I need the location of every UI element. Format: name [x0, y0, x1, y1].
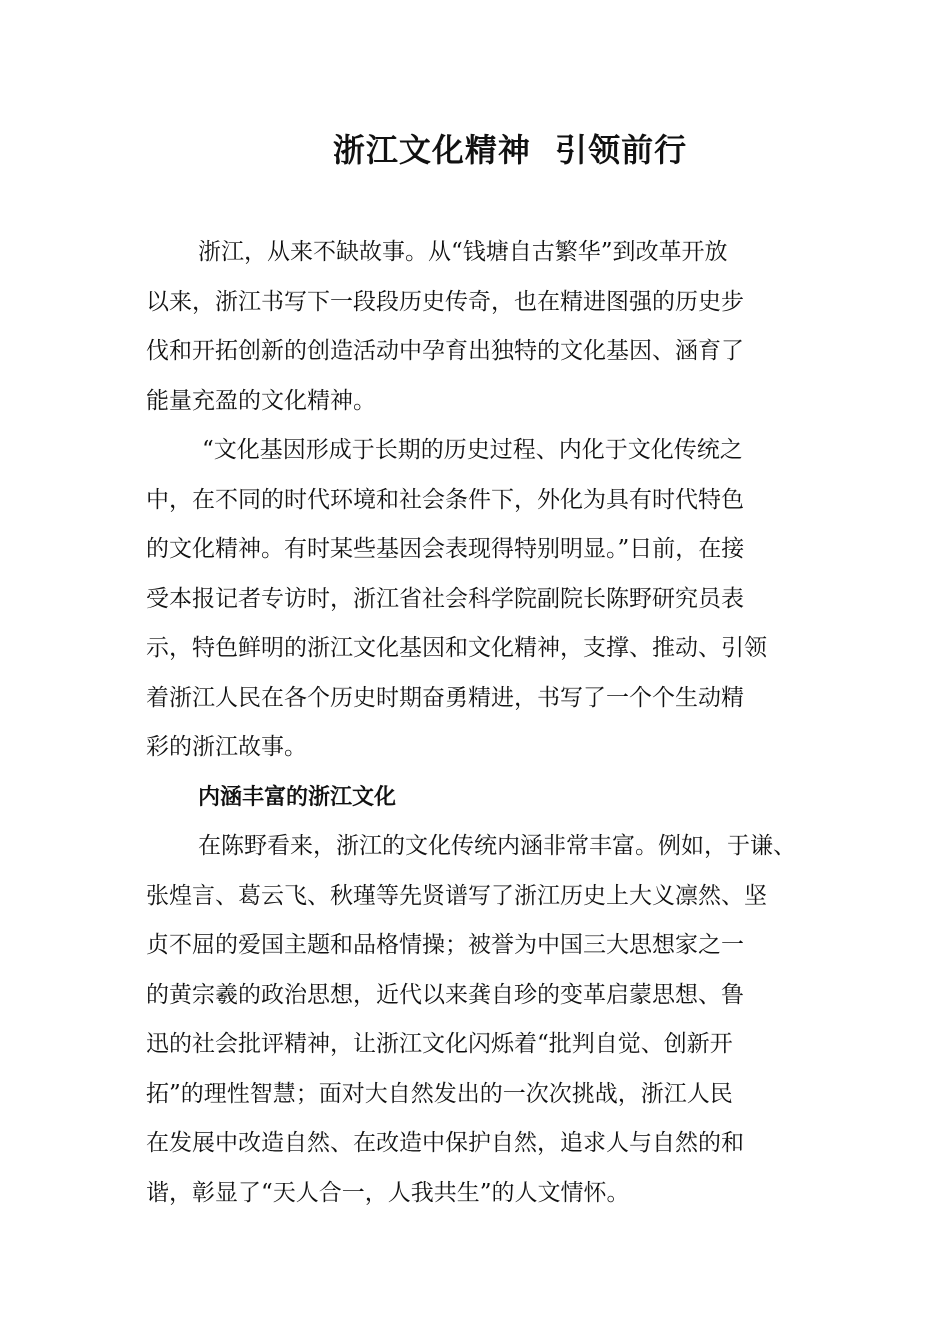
- paragraph-2-line-2: 中，在不同的时代环境和社会条件下，外化为具有时代特色: [146, 486, 744, 513]
- paragraph-2-line-1: “文化基因形成于长期的历史过程、内化于文化传统之: [202, 437, 743, 463]
- section-heading: 内涵丰富的浙江文化: [198, 784, 397, 810]
- paragraph-3-line-3: 贞不屈的爱国主题和品格情操；被誉为中国三大思想家之一: [146, 932, 744, 958]
- paragraph-1-line-1: 浙江，从来不缺故事。从“钱塘自古繁华”到改革开放: [198, 239, 728, 265]
- paragraph-2-line-3: 的文化精神。有时某些基因会表现得特别明显。”日前，在接: [146, 536, 745, 562]
- paragraph-1-line-4: 能量充盈的文化精神。: [146, 387, 376, 414]
- paragraph-3-line-8: 谐，彰显了“天人合一，人我共生”的人文情怀。: [146, 1179, 630, 1206]
- paragraph-3-line-4: 的黄宗羲的政治思想，近代以来龚自珍的变革启蒙思想、鲁: [146, 981, 744, 1008]
- paragraph-3-line-1: 在陈野看来，浙江的文化传统内涵非常丰富。例如，于谦、: [198, 833, 796, 859]
- paragraph-3-line-2: 张煌言、葛云飞、秋瑾等先贤谱写了浙江历史上大义凛然、坚: [146, 882, 767, 909]
- paragraph-1-line-3: 伐和开拓创新的创造活动中孕育出独特的文化基因、涵育了: [146, 338, 744, 364]
- page-title: 浙江文化精神 引领前行: [332, 131, 688, 169]
- paragraph-2-line-4: 受本报记者专访时，浙江省社会科学院副院长陈野研究员表: [146, 585, 744, 612]
- paragraph-3-line-6: 拓”的理性智慧；面对大自然发出的一次次挑战，浙江人民: [146, 1080, 733, 1107]
- paragraph-1-line-2: 以来，浙江书写下一段段历史传奇，也在精进图强的历史步: [146, 288, 744, 315]
- paragraph-3-line-5: 迅的社会批评精神，让浙江文化闪烁着“批判自觉、创新开: [146, 1031, 733, 1057]
- paragraph-2-line-6: 着浙江人民在各个历史时期奋勇精进，书写了一个个生动精: [146, 684, 744, 711]
- paragraph-2-line-7: 彩的浙江故事。: [146, 734, 307, 760]
- paragraph-3-line-7: 在发展中改造自然、在改造中保护自然，追求人与自然的和: [146, 1130, 744, 1156]
- article-body: [146, 228, 816, 1218]
- paragraph-2-line-5: 示，特色鲜明的浙江文化基因和文化精神，支撑、推动、引领: [146, 635, 767, 661]
